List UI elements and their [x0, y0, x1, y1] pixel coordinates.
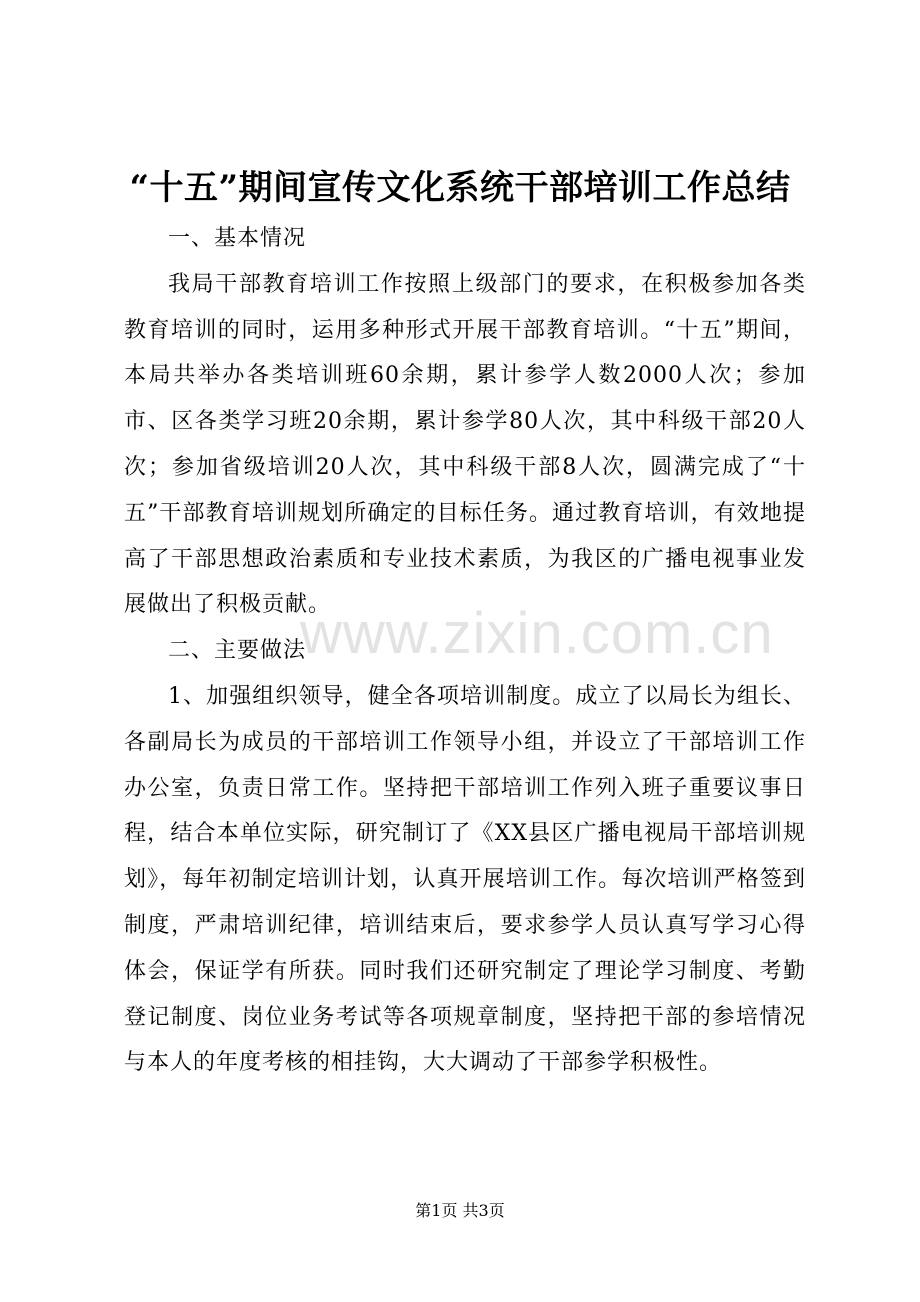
document-title: “十五”期间宣传文化系统干部培训工作总结 — [129, 168, 791, 208]
watermark-text: www.zixin.com.cn — [300, 601, 774, 666]
page-footer: 第1页 共3页 — [415, 1201, 505, 1220]
section-heading-main-practices: 二、主要做法 — [168, 638, 307, 664]
paragraph-basic-situation: 我局干部教育培训工作按照上级部门的要求，在积极参加各类教育培训的同时，运用多种形式开展干部教育培训。“十五”期间，本局共举办各类培训班60余期，累计参学人数2000人次；参加市、区各类学习班20余期，累计参学80人次，其中科级干部20人次；参加省级培训20人次，其中科级干部8人次，圆满完成了“十五”干部教育培训规划所确定的目标任务。通过教育培训，有效地提高了干部思想政治素质和专业技术素质，为我区的广播电视事业发展做出了积极贡献。 — [124, 271, 806, 618]
section-heading-basic-situation: 一、基本情况 — [168, 226, 307, 251]
paragraph-organization-leadership: 1、加强组织领导，健全各项培训制度。成立了以局长为组长、各副局长为成员的干部培训工作领导小组，并设立了干部培训工作办公室，负责日常工作。坚持把干部培训工作列入班子重要议事日程，结合本单位实际，研究制订了《XX县区广播电视局干部培训规划》，每年初制定培训计划，认真开展培训工作。每次培训严格签到制度，严肃培训纪律，培训结束后，要求参学人员认真写学习心得体会，保证学有所获。同时我们还研究制定了理论学习制度、考勤登记制度、岗位业务考试等各项规章制度，坚持把干部的参培情况与本人的年度考核的相挂钩，大大调动了干部参学积极性。 — [124, 683, 806, 1076]
